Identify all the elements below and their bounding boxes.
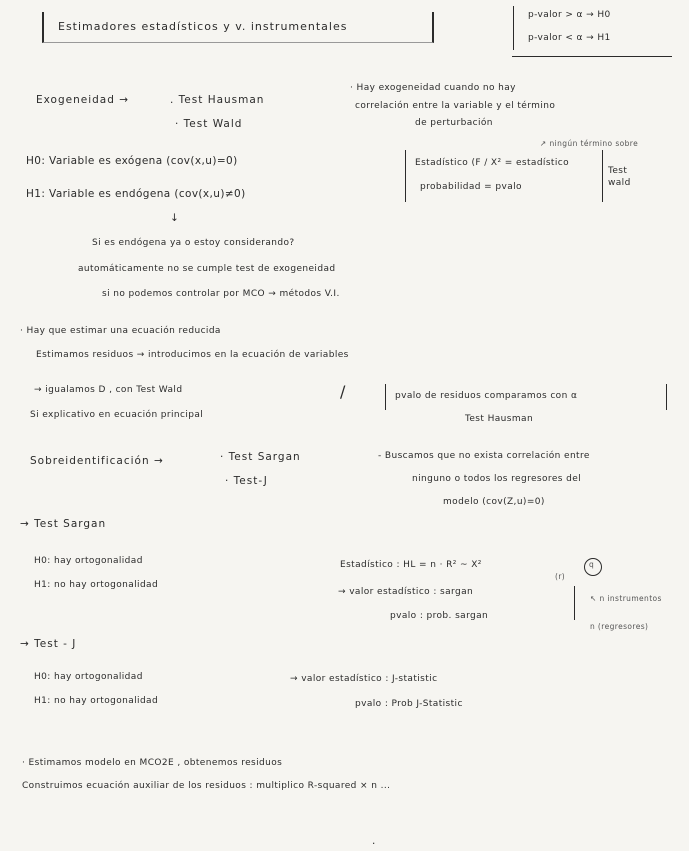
arrow-down: ↓	[170, 212, 180, 224]
exogeneidad-note-3: de perturbación	[415, 118, 493, 128]
estimacion-line-2: Estimamos residuos → introducimos en la ecuación de variables	[36, 350, 349, 360]
page-title: Estimadores estadísticos y v. instrumentales	[58, 20, 348, 33]
formula-line-1: Estadístico (F / X² = estadístico	[415, 158, 570, 168]
test-wald-label: Test wald	[608, 166, 631, 188]
sargan-values-1: → valor estadístico : sargan	[338, 587, 474, 597]
testj-values-1: → valor estadístico : J-statistic	[290, 674, 438, 684]
footer-line-1: · Estimamos modelo en MCO2E , obtenemos residuos	[22, 758, 283, 768]
sargan-heading: → Test Sargan	[20, 518, 107, 530]
sargan-statistic-sub: (r)	[555, 572, 566, 581]
sargan-circle-letter: q	[589, 560, 595, 569]
sargan-statistic: Estadístico : HL = n · R² ~ X²	[340, 560, 482, 570]
question-2: automáticamente no se cumple test de exogeneidad	[78, 264, 336, 274]
sobreidentificacion-test-1: · Test Sargan	[220, 451, 301, 463]
exogeneidad-test-2: · Test Wald	[175, 118, 243, 130]
exogeneidad-h0: H0: Variable es exógena (cov(x,u)=0)	[26, 155, 238, 167]
sobreidentificacion-heading: Sobreidentificación →	[30, 455, 164, 467]
testj-heading: → Test - J	[20, 638, 77, 650]
testj-h1: H1: no hay ortogonalidad	[34, 696, 159, 706]
sargan-side-1: ↖ n instrumentos	[590, 594, 662, 603]
exogeneidad-test-1: . Test Hausman	[170, 94, 265, 106]
footer-line-2: Construimos ecuación auxiliar de los residuos : multiplico R-squared × n ...	[22, 781, 391, 791]
estimacion-line-3: → igualamos D , con Test Wald	[34, 385, 183, 395]
sargan-side-bracket	[574, 586, 575, 620]
question-3: si no podemos controlar por MCO → métodos V.I.	[102, 289, 340, 299]
exogeneidad-h1: H1: Variable es endógena (cov(x,u)≠0)	[26, 188, 246, 200]
exogeneidad-note-2: correlación entre la variable y el término	[355, 101, 556, 111]
sargan-values-2: pvalo : prob. sargan	[390, 611, 489, 621]
testj-values-2: pvalo : Prob J-Statistic	[355, 699, 463, 709]
exogeneidad-note-small: ↗ ningún término sobre	[540, 139, 639, 148]
estimacion-line-4: Si explicativo en ecuación principal	[30, 410, 204, 420]
estimacion-slash: /	[340, 382, 346, 401]
estimacion-box-1: pvalo de residuos comparamos con α	[395, 391, 578, 401]
sobreidentificacion-test-2: · Test-J	[225, 475, 268, 487]
estimacion-line-1: · Hay que estimar una ecuación reducida	[20, 326, 221, 336]
sobreidentificacion-note-3: modelo (cov(Z,u)=0)	[443, 497, 545, 507]
legend-line-2: p-valor < α → H1	[528, 33, 611, 43]
legend-bracket	[513, 6, 514, 50]
exogeneidad-note-1: · Hay exogeneidad cuando no hay	[350, 83, 516, 93]
sargan-h0: H0: hay ortogonalidad	[34, 556, 143, 566]
legend-underline	[512, 56, 672, 57]
legend-line-1: p-valor > α → H0	[528, 10, 611, 20]
question-1: Si es endógena ya o estoy considerando?	[92, 238, 295, 248]
testj-h0: H0: hay ortogonalidad	[34, 672, 143, 682]
sobreidentificacion-note-1: - Buscamos que no exista correlación entre	[378, 451, 590, 461]
formula-line-2: probabilidad = pvalo	[420, 182, 522, 192]
page-mark: ·	[372, 838, 376, 850]
sargan-h1: H1: no hay ortogonalidad	[34, 580, 159, 590]
exogeneidad-heading: Exogeneidad →	[36, 94, 130, 106]
sargan-side-2: n (regresores)	[590, 622, 649, 631]
sobreidentificacion-note-2: ninguno o todos los regresores del	[412, 474, 582, 484]
estimacion-box-2: Test Hausman	[465, 414, 534, 424]
